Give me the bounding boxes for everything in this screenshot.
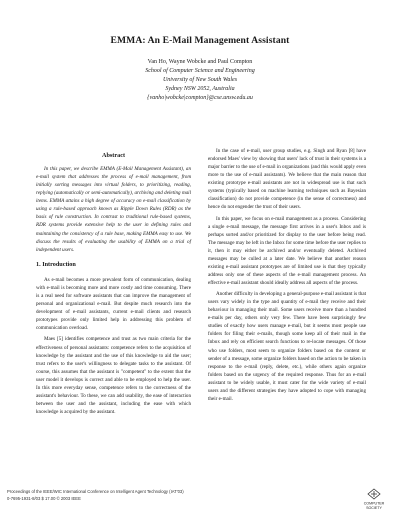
footer-isbn: 0-7695-1931-8/03 $ 17.00 © 2003 IEEE: [7, 495, 81, 501]
logo-word-2: SOCIETY: [366, 506, 382, 510]
introduction-body: [36, 276, 191, 416]
right-paragraph-1: In the case of e-mail, user group studies, e.g. Singh and Ryan [8] have endorsed Maes' view by showing that users' lack of trust in their systems is a major barrier to the use of e-mail in organizations (and this would apply even more to the use of e-mail assistants). We believe that the main reason that existing prototype e-mail assistants are not in widespread use is that such systems (typically based on machine learning techniques such as Bayesian classification) do not provide competence (in the sense of correctness) and hence do not engender the trust of their users.: [208, 148, 366, 211]
logo-word-1: COMPUTER: [363, 501, 385, 506]
affiliation-university: University of New South Wales: [162, 76, 238, 83]
abstract-heading: Abstract: [101, 152, 126, 159]
paper-title: EMMA: An E-Mail Management Assistant: [110, 35, 290, 46]
abstract-text: [36, 165, 191, 254]
author-block: [0, 58, 400, 103]
author-names: Van Ho, Wayne Wobcke and Paul Compton: [147, 59, 253, 65]
author-emails: {vanho|wobcke|compton}@cse.unsw.edu.au: [147, 94, 253, 101]
right-paragraph-3: Another difficulty in developing a general-purpose e-mail assistant is that users vary widely in the type and quantity of e-mail they receive and their behaviour in managing their mail. Some users receive more than a hundred e-mails per day, others only very few. There have been surprisingly few studies of exactly how users manage e-mail, but it seems most people use folders for filing their e-mails, though some keep all of their mail in the Inbox and rely on efficient search functions to re-locate messages. Of those who use folders, most seem to organize folders based on the content or sender of a message, some organize folders based on the action to be taken in response to the e-mail (reply, delete, etc.), while others again organize folders based on the urgency of the required response. Thus for an e-mail assistant to be widely usable, it must cater for the wide variety of e-mail users and the different strategies they have adopted to cope with managing their e-mail.: [208, 291, 366, 402]
affiliation-address: Sydney NSW 2052, Australia: [165, 85, 235, 92]
affiliation-school: School of Computer Science and Engineering: [145, 67, 255, 74]
right-paragraph-2: In this paper, we focus on e-mail management as a process. Considering a single e-mail message, the message first arrives in a user's Inbox and is perhaps sorted and/or prioritized for display to the user before being read. The message may be left in the Inbox for some time before the user replies to it, then it may either be archived and/or eventually deleted. Archived messages may be culled at a later date. We believe that another reason existing e-mail assistant prototypes are of limited use is that they typically address only one of these aspects of the e-mail management process. An effective e-mail assistant should ideally address all aspects of the process.: [208, 215, 366, 286]
abstract-paragraph: In this paper, we describe EMMA (E-Mail Management Assistant), an e-mail system that addresses the process of e-mail management, from initially sorting messages into virtual folders, to prioritizing, reading, replying (automatically or semi-automatically), archiving and deleting mail items. EMMA attains a high degree of accuracy on e-mail classification by using a rule-based approach known as Ripple Down Rules (RDR) as the basis of rule construction. In contrast to traditional rule-based systems, RDR systems provide extensive help to the user in defining rules and maintaining the consistency of a rule base, making EMMA easy to use. We discuss the results of evaluating the usability of EMMA on a trial of independent users.: [36, 166, 191, 253]
right-column-body: [208, 147, 366, 403]
footer-proceedings: Proceedings of the IEEE/WIC International Conference on Intelligent Agent Technology (IAT'03): [7, 489, 184, 494]
introduction-heading: 1. Introduction: [36, 261, 76, 268]
ieee-computer-society-logo: [355, 486, 393, 512]
intro-paragraph-2: Maes [5] identifies competence and trust as two main criteria for the effectiveness of personal assistants: competence refers to the acquisition of knowledge by the assistant and the use of this knowledge to aid the user; trust refers to the user's willingness to delegate tasks to the assistant. Of course, this assumes that the assistant is "competent" to the extent that the user model it develops is correct and able to be employed to help the user. In this more everyday sense, competence refers to the correctness of the assistant's behaviour. To these, we can add usability, the ease of interaction between the user and the assistant, including the ease with which knowledge is acquired by the assistant.: [36, 336, 191, 415]
page-footer: [7, 489, 307, 502]
intro-paragraph-1: As e-mail becomes a more prevalent form of communication, dealing with e-mail is becoming more and more costly and time consuming. There is a real need for software assistants that can improve the management of personal and organizational e-mail. But despite much research into the development of e-mail assistants, current e-mail clients and research prototypes provide only limited help in addressing this problem of communication overload.: [36, 277, 191, 332]
